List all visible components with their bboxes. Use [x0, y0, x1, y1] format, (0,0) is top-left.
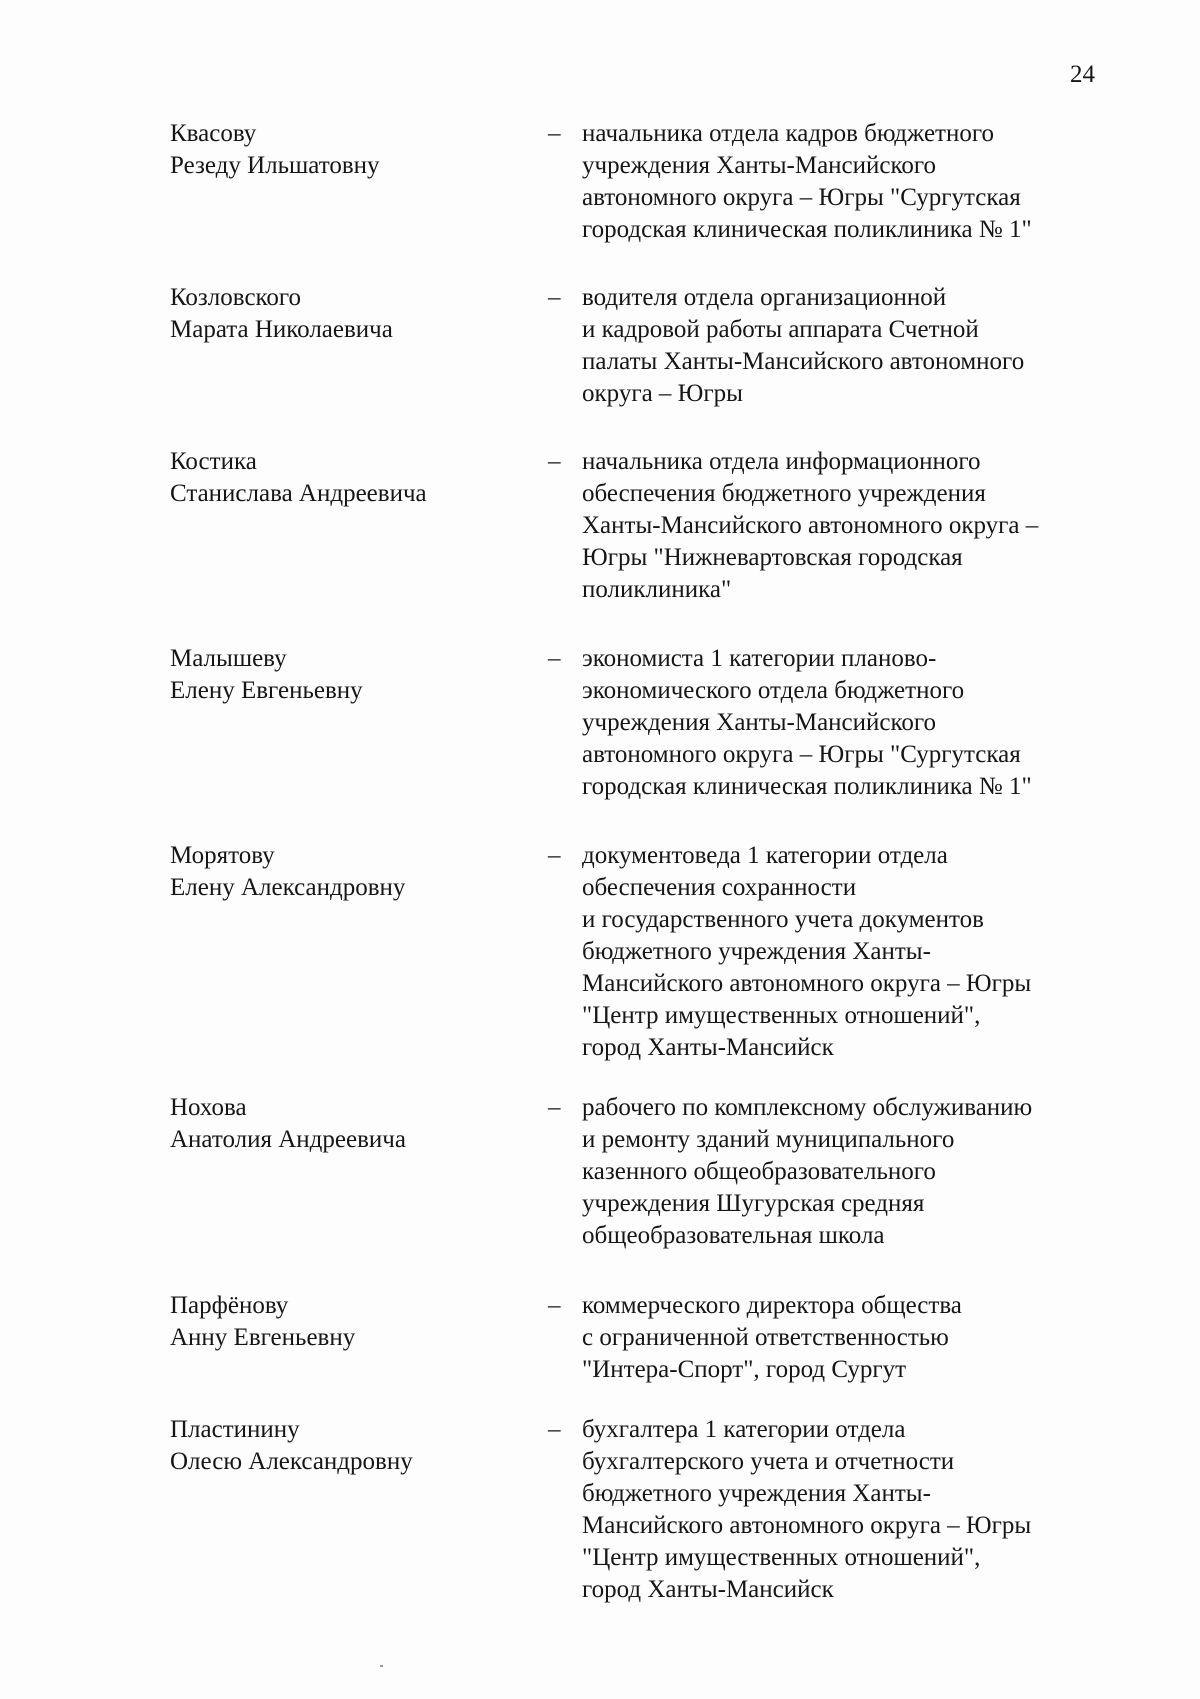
position-description [582, 1092, 1142, 1252]
description-line: начальника отдела кадров бюджетного [582, 120, 994, 147]
person-name [170, 1290, 530, 1354]
surname: Пластинину [170, 1416, 300, 1443]
surname: Малышеву [170, 645, 287, 672]
surname: Квасову [170, 120, 257, 147]
given-names: Елену Александровну [170, 874, 406, 901]
surname: Козловского [170, 284, 302, 311]
given-names: Анатолия Андреевича [170, 1126, 406, 1153]
person-name [170, 118, 530, 182]
dash: – [548, 1292, 561, 1319]
given-names: Елену Евгеньевну [170, 677, 363, 704]
dash: – [548, 645, 561, 672]
surname: Нохова [170, 1094, 247, 1121]
description-line: округа – Югры [582, 380, 743, 407]
position-description [582, 1414, 1142, 1606]
description-line: Ханты-Мансийского автономного округа – [582, 512, 1039, 539]
description-line: водителя отдела организационной [582, 284, 947, 311]
description-line: "Интера-Спорт", город Сургут [582, 1356, 907, 1383]
given-names: Олесю Александровну [170, 1448, 413, 1475]
position-description [582, 118, 1142, 246]
page-number: 24 [1070, 61, 1095, 88]
description-line: Югры "Нижневартовская городская [582, 544, 963, 571]
dash: – [548, 448, 561, 475]
description-line: начальника отдела информационного [582, 448, 981, 475]
description-line: экономиста 1 категории планово- [582, 645, 937, 672]
person-name [170, 1092, 530, 1156]
surname: Костика [170, 448, 257, 475]
person-name [170, 643, 530, 707]
description-line: и ремонту зданий муниципального [582, 1126, 955, 1153]
description-line: городская клиническая поликлиника № 1" [582, 216, 1032, 243]
description-line: бухгалтера 1 категории отдела [582, 1416, 906, 1443]
position-description [582, 282, 1142, 410]
person-name [170, 1414, 530, 1478]
dash: – [548, 842, 561, 869]
description-line: городская клиническая поликлиника № 1" [582, 773, 1032, 800]
given-names: Станислава Андреевича [170, 480, 427, 507]
description-line: учреждения Шугурская средняя [582, 1190, 925, 1217]
surname: Морятову [170, 842, 275, 869]
description-line: Мансийского автономного округа – Югры [582, 1512, 1032, 1539]
description-line: "Центр имущественных отношений", [582, 1002, 981, 1029]
description-line: рабочего по комплексному обслуживанию [582, 1094, 1033, 1121]
description-line: бюджетного учреждения Ханты- [582, 938, 931, 965]
description-line: учреждения Ханты-Мансийского [582, 709, 937, 736]
description-line: поликлиника" [582, 576, 732, 603]
description-line: город Ханты-Мансийск [582, 1576, 834, 1603]
description-line: город Ханты-Мансийск [582, 1034, 834, 1061]
dash: – [548, 1416, 561, 1443]
surname: Парфёнову [170, 1292, 289, 1319]
description-line: "Центр имущественных отношений", [582, 1544, 981, 1571]
person-name [170, 446, 530, 510]
given-names: Анну Евгеньевну [170, 1324, 356, 1351]
description-line: казенного общеобразовательного [582, 1158, 936, 1185]
position-description [582, 1290, 1142, 1386]
dash: – [548, 1094, 561, 1121]
description-line: обеспечения сохранности [582, 874, 857, 901]
description-line: автономного округа – Югры "Сургутская [582, 184, 1021, 211]
description-line: бухгалтерского учета и отчетности [582, 1448, 955, 1475]
description-line: обеспечения бюджетного учреждения [582, 480, 986, 507]
position-description [582, 840, 1142, 1064]
description-line: с ограниченной ответственностью [582, 1324, 949, 1351]
description-line: экономического отдела бюджетного [582, 677, 965, 704]
description-line: Мансийского автономного округа – Югры [582, 970, 1032, 997]
dash: – [548, 120, 561, 147]
description-line: автономного округа – Югры "Сургутская [582, 741, 1021, 768]
description-line: палаты Ханты-Мансийского автономного [582, 348, 1025, 375]
given-names: Резеду Ильшатовну [170, 152, 380, 179]
person-name [170, 282, 530, 346]
description-line: и государственного учета документов [582, 906, 984, 933]
description-line: общеобразовательная школа [582, 1222, 885, 1249]
given-names: Марата Николаевича [170, 316, 393, 343]
description-line: и кадровой работы аппарата Счетной [582, 316, 979, 343]
position-description [582, 446, 1142, 606]
description-line: учреждения Ханты-Мансийского [582, 152, 937, 179]
description-line: бюджетного учреждения Ханты- [582, 1480, 931, 1507]
dash: – [548, 284, 561, 311]
scan-speck [380, 1665, 383, 1667]
person-name [170, 840, 530, 904]
position-description [582, 643, 1142, 803]
description-line: коммерческого директора общества [582, 1292, 962, 1319]
description-line: документоведа 1 категории отдела [582, 842, 948, 869]
